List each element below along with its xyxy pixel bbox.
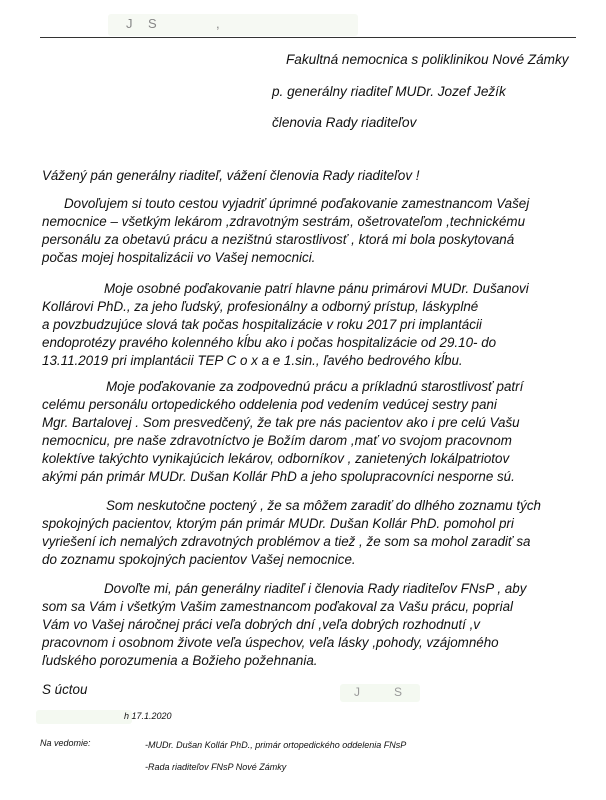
date: h 17.1.2020 — [124, 711, 172, 721]
place-redacted — [36, 710, 132, 724]
paragraph-line: počas mojej hospitalizácii vo Vašej nemocnici. — [42, 250, 316, 265]
closing: S úctou — [42, 682, 88, 697]
paragraph-line: nemocnicu, pre naše zdravotníctvo je Božím darom ,mať vo svojom pracovnom — [42, 433, 512, 448]
cc-line-1: -MUDr. Dušan Kollár PhD., primár ortopedického oddelenia FNsP — [145, 740, 407, 750]
paragraph-line: som sa Vám i všetkým Vašim zamestnancom poďakoval za Vašu prácu, poprial — [42, 599, 514, 614]
paragraph-line: personálu za obetavú prácu a nezištnú starostlivosť , ktorá mi bola poskytovaná — [42, 232, 515, 247]
signature-initial-2: S — [394, 685, 403, 699]
paragraph-5 — [42, 580, 578, 670]
recipient-line-3: členovia Rady riaditeľov — [272, 115, 417, 130]
sender-initial-1: J — [126, 16, 133, 31]
sender-initial-2: S — [148, 16, 157, 31]
paragraph-line: Vám vo Vašej náročnej práci veľa dobrých dní ,veľa dobrých rozhodnutí ,v — [42, 617, 481, 632]
paragraph-line: kolektíve takýchto vynikajúcich lekárov, odborníkov , zanietených lokálpatriotov — [42, 451, 510, 466]
paragraph-line: nemocnice – všetkým lekárom ,zdravotným sestrám, ošetrovateľom ,technickému — [42, 214, 526, 229]
header-divider — [40, 37, 576, 38]
sender-comma: , — [216, 16, 220, 31]
signature-initial-1: J — [354, 685, 360, 699]
paragraph-1 — [42, 195, 578, 267]
paragraph-line: Mgr. Bartalovej . Som presvedčený, že tak pre nás pacientov ako i pre celú Vašu — [42, 415, 520, 430]
paragraph-line: pracovnom i osobnom živote veľa úspechov, veľa lásky ,pohody, vzájomného — [42, 635, 499, 650]
recipient-line-2: p. generálny riaditeľ MUDr. Jozef Ježík — [272, 84, 506, 99]
paragraph-line: akými pán primár MUDr. Dušan Kollár PhD a jeho spolupracovníci nesporne sú. — [42, 469, 515, 484]
paragraph-line: Moje poďakovanie za zodpovednú prácu a príkladnú starostlivosť patrí — [106, 379, 524, 394]
paragraph-line: spokojných pacientov, ktorým pán primár MUDr. Dušan Kollár PhD. pomohol pri — [42, 516, 514, 531]
paragraph-line: endoprotézy pravého kolenného kĺbu ako i počas hospitalizácie od 29.10- do — [42, 335, 497, 350]
salutation: Vážený pán generálny riaditeľ, vážení členovia Rady riaditeľov ! — [42, 168, 420, 183]
paragraph-line: Moje osobné poďakovanie patrí hlavne pánu primárovi MUDr. Dušanovi — [104, 281, 529, 296]
paragraph-line: ľudského porozumenia a Božieho požehnania. — [42, 653, 318, 668]
signature-redacted — [340, 684, 420, 702]
paragraph-line: Dovoľujem si touto cestou vyjadriť úprimné poďakovanie zamestnancom Vašej — [64, 196, 530, 211]
paragraph-line: a povzbudzujúce slová tak počas hospitalizácie v roku 2017 pri implantácii — [42, 317, 482, 332]
paragraph-line: Som neskutočne poctený , že sa môžem zaradiť do dlhého zoznamu tých — [106, 498, 541, 513]
sender-header-redacted — [108, 14, 358, 36]
cc-line-2: -Rada riaditeľov FNsP Nové Zámky — [145, 762, 287, 772]
paragraph-line: Dovoľte mi, pán generálny riaditeľ i členovia Rady riaditeľov FNsP , aby — [104, 581, 527, 596]
paragraph-2 — [42, 280, 578, 370]
paragraph-line: do zoznamu spokojných pacientov Vašej nemocnice. — [42, 552, 356, 567]
recipient-line-1: Fakultná nemocnica s poliklinikou Nové Zámky — [286, 52, 569, 67]
paragraph-line: 13.11.2019 pri implantácii TEP C o x a e 1.sin., ľavého bedrového kĺbu. — [42, 353, 463, 368]
paragraph-line: Kollárovi PhD., za jeho ľudský, profesionálny a odborný prístup, láskyplné — [42, 299, 479, 314]
paragraph-4 — [42, 497, 578, 569]
cc-label: Na vedomie: — [40, 738, 91, 748]
paragraph-3 — [42, 378, 578, 486]
paragraph-line: celému personálu ortopedického oddelenia pod vedením vedúcej sestry pani — [42, 397, 497, 412]
paragraph-line: vyriešení ich nemalých zdravotných problémov a tiež , že som sa mohol zaradiť sa — [42, 534, 531, 549]
